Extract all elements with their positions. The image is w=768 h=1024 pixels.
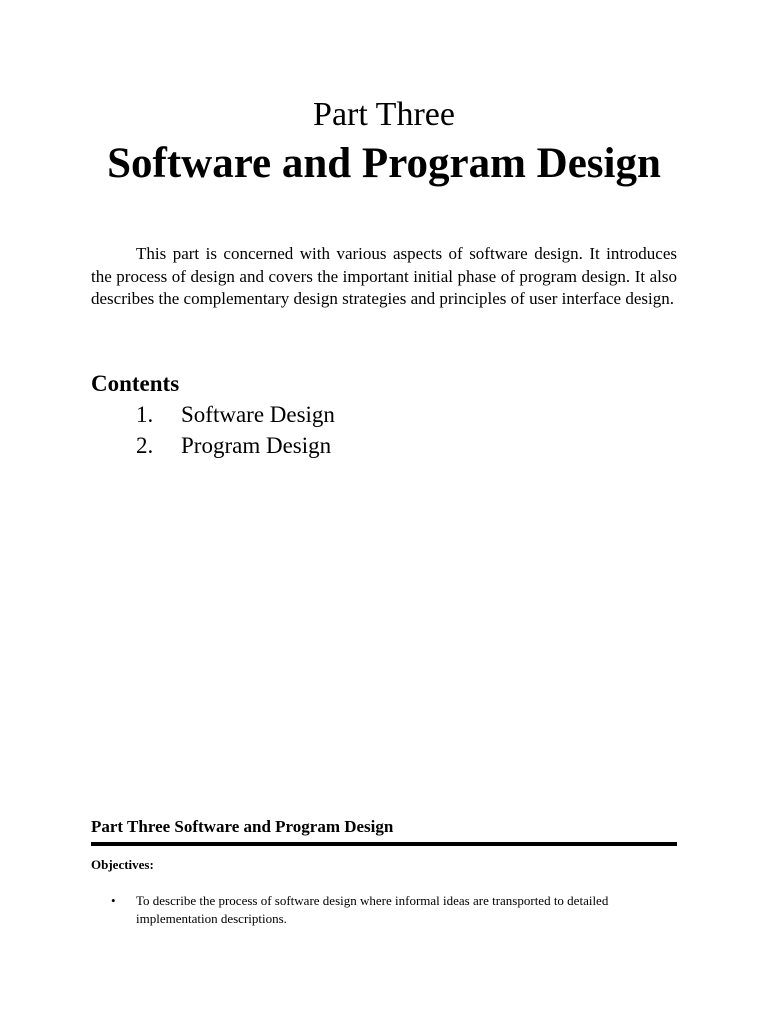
intro-paragraph: This part is concerned with various aspects of software design. It introduces the process of design and covers the important initial phase of program design. It also describes the complementary design strategies and principles of user interface design. bbox=[91, 244, 677, 308]
contents-heading: Contents bbox=[91, 371, 180, 396]
objectives-heading: Objectives: bbox=[91, 857, 154, 872]
contents-item-label: Software Design bbox=[181, 402, 335, 427]
contents-item-label: Program Design bbox=[181, 433, 332, 458]
contents-item-number: 1. bbox=[136, 402, 154, 427]
objectives-list bbox=[91, 892, 651, 928]
contents-item-number: 2. bbox=[136, 433, 154, 458]
section-divider bbox=[91, 842, 677, 846]
section-title: Part Three Software and Program Design bbox=[91, 817, 394, 836]
objective-text: To describe the process of software design where informal ideas are transported to detailed implementation descriptions. bbox=[136, 893, 609, 926]
part-title: Software and Program Design bbox=[107, 140, 661, 187]
bullet-icon: • bbox=[111, 893, 116, 908]
part-label: Part Three bbox=[313, 96, 455, 133]
objective-item bbox=[91, 892, 651, 928]
